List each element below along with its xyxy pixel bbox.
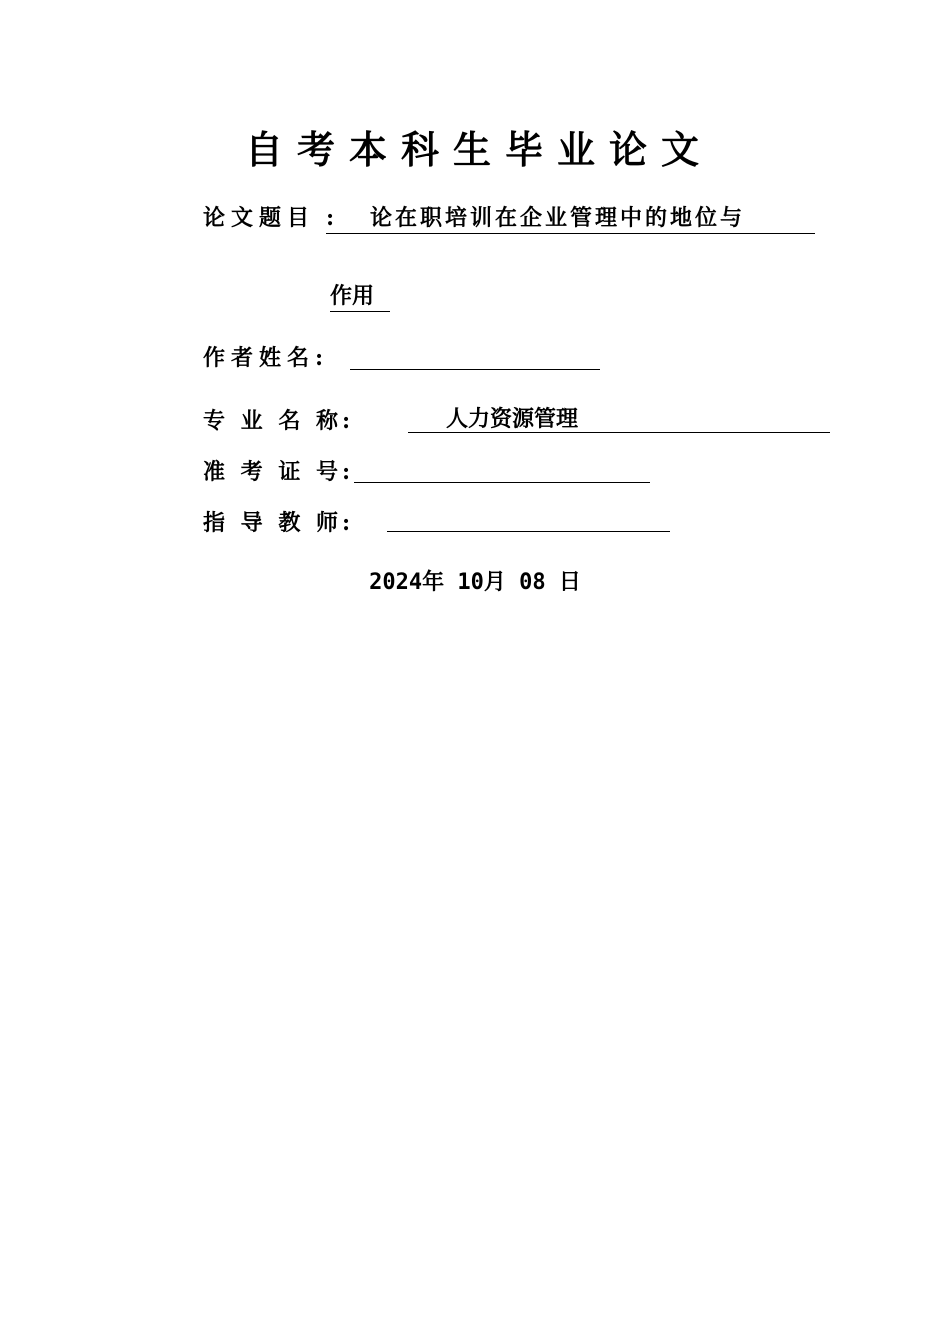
thesis-title-text: 论在职培训在企业管理中的地位与	[370, 205, 746, 231]
document-title: 自考本科生毕业论文	[244, 127, 713, 172]
thesis-title-line2: 作用	[330, 281, 390, 312]
advisor-value-blank	[387, 531, 670, 533]
major-value	[408, 404, 830, 433]
major-value-text: 人力资源管理	[446, 406, 579, 432]
author-value-blank	[350, 369, 600, 371]
thesis-title-colon: :	[326, 205, 335, 231]
thesis-title-line1	[326, 203, 815, 234]
advisor-label: 指 导 教 师:	[203, 510, 355, 536]
exam-id-value-blank	[354, 482, 650, 484]
major-label: 专 业 名 称:	[203, 408, 355, 434]
thesis-title-label: 论文题目	[203, 205, 316, 231]
submission-date: 2024年 10月 08 日	[369, 570, 581, 595]
author-label: 作者姓名:	[203, 345, 330, 371]
exam-id-label: 准 考 证 号:	[203, 459, 355, 485]
